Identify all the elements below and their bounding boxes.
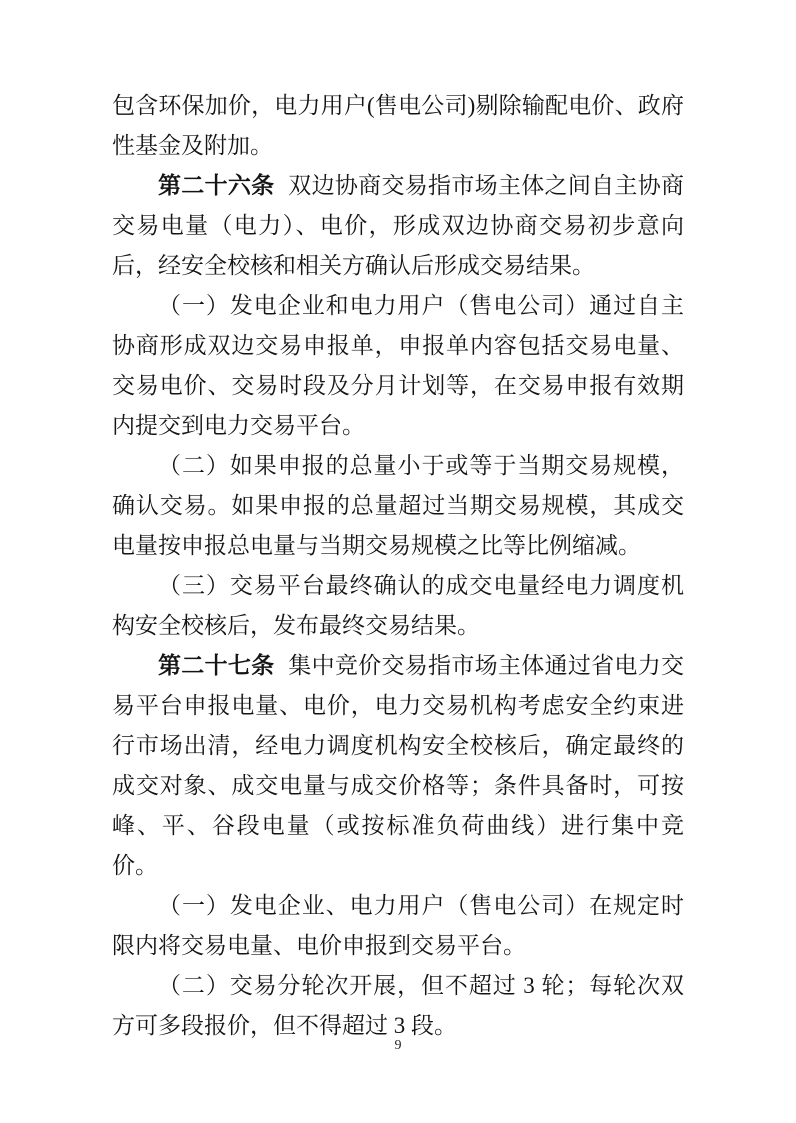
article-paragraph: [112, 166, 684, 286]
paragraph-text: （二）如果申报的总量小于或等于当期交易规模，确认交易。如果申报的总量超过当期交易规模，其成交电量按申报总电量与当期交易规模之比等比例缩减。: [112, 453, 684, 558]
page-number: 9: [394, 1038, 402, 1053]
body-paragraph: [112, 446, 684, 566]
body-paragraph: [112, 966, 684, 1046]
paragraph-text: 包含环保加价，电力用户(售电公司)剔除输配电价、政府性基金及附加。: [112, 93, 684, 158]
paragraph-text: （一）发电企业和电力用户（售电公司）通过自主协商形成双边交易申报单，申报单内容包括交易电量、交易电价、交易时段及分月计划等，在交易申报有效期内提交到电力交易平台。: [112, 293, 684, 438]
paragraph-text: 集中竞价交易指市场主体通过省电力交易平台申报电量、电价，电力交易机构考虑安全约束进行市场出清，经电力调度机构安全校核后，确定最终的成交对象、成交电量与成交价格等；条件具备时，可按峰、平、谷段电量（或按标准负荷曲线）进行集中竞价。: [112, 653, 685, 878]
body-paragraph: [112, 86, 684, 166]
article-number: 第二十七条: [158, 653, 275, 678]
paragraph-text: 双边协商交易指市场主体之间自主协商交易电量（电力）、电价，形成双边协商交易初步意向后，经安全校核和相关方确认后形成交易结果。: [112, 173, 685, 278]
article-paragraph: [112, 646, 684, 886]
body-paragraph: [112, 886, 684, 966]
paragraph-text: （二）交易分轮次开展，但不超过 3 轮；每轮次双方可多段报价，但不得超过 3 段。: [112, 973, 684, 1038]
document-body: [112, 86, 684, 1046]
page-footer: [0, 1036, 796, 1054]
paragraph-text: （一）发电企业、电力用户（售电公司）在规定时限内将交易电量、电价申报到交易平台。: [112, 893, 684, 958]
body-paragraph: [112, 286, 684, 446]
article-number: 第二十六条: [158, 173, 275, 198]
paragraph-text: （三）交易平台最终确认的成交电量经电力调度机构安全校核后，发布最终交易结果。: [112, 573, 684, 638]
body-paragraph: [112, 566, 684, 646]
